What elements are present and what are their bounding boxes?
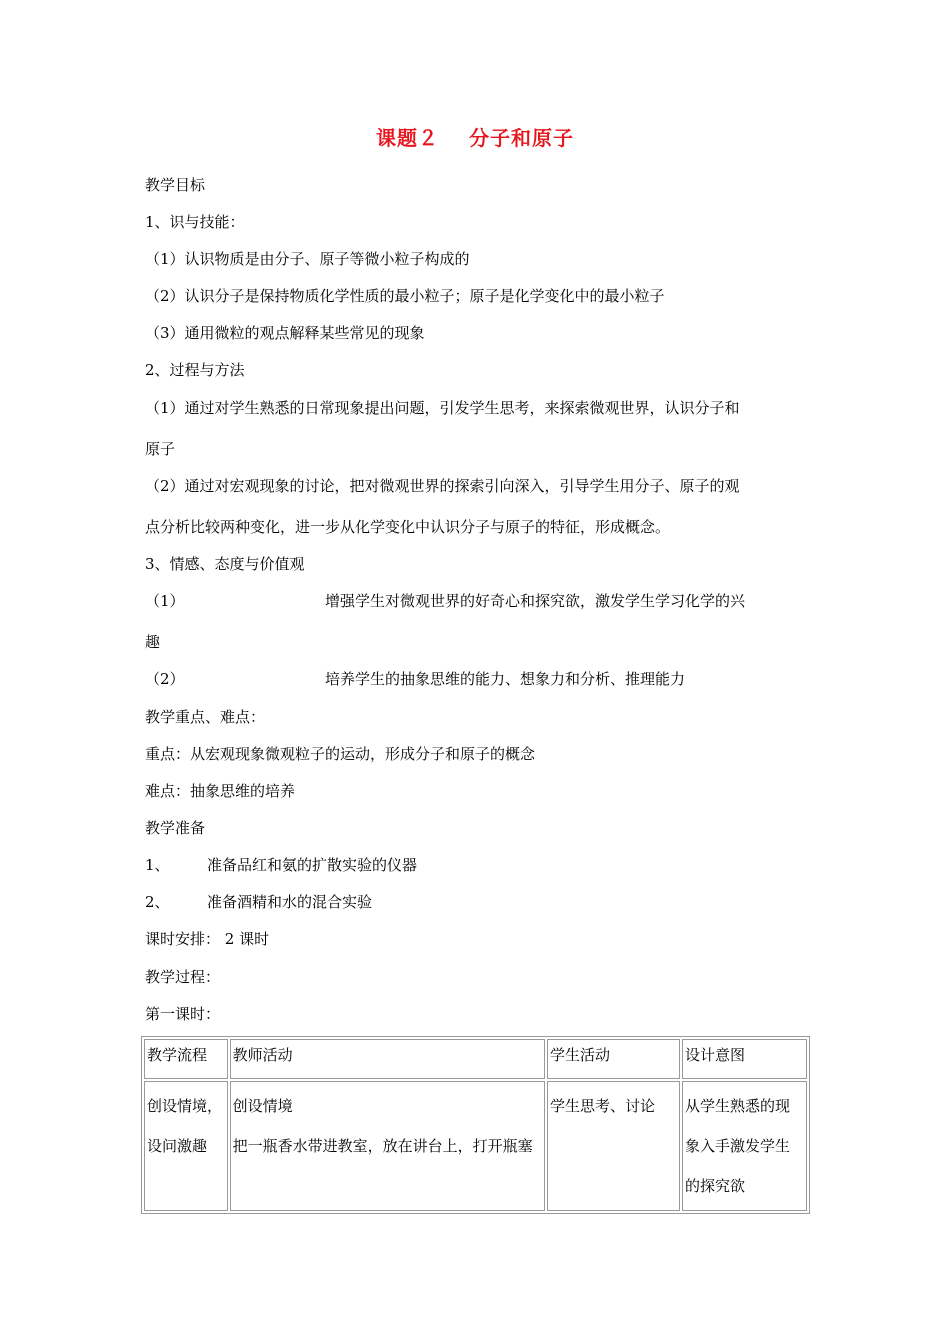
table-row — [144, 1081, 807, 1211]
goal-3-item-2-text: 培养学生的抽象思维的能力、想象力和分析、推理能力 — [325, 670, 686, 688]
goal-3-item-1-text: 增强学生对微观世界的好奇心和探究欲，激发学生学习化学的兴 — [325, 592, 746, 610]
section-preparation: 教学准备 — [145, 819, 206, 837]
goal-1-item-2: （2）认识分子是保持物质化学性质的最小粒子；原子是化学变化中的最小粒子 — [145, 287, 665, 305]
section-key-points: 教学重点、难点： — [145, 708, 266, 726]
section-teaching-goals: 教学目标 — [145, 176, 206, 194]
goal-2-item-2-line-2: 点分析比较两种变化，进一步从化学变化中认识分子与原子的特征，形成概念。 — [145, 518, 671, 536]
goal-3-item-2-number: （2） — [145, 670, 185, 688]
preparation-item-1-number: 1、 — [145, 856, 170, 874]
cell-teaching-flow: 创设情境，设问激趣 — [144, 1081, 228, 1211]
cell-design-intent: 从学生熟悉的现象入手激发学生的探究欲 — [682, 1081, 807, 1211]
preparation-item-2-text: 准备酒精和水的混合实验 — [207, 893, 373, 911]
header-teacher-activity: 教师活动 — [230, 1039, 545, 1079]
goal-3-item-1-line-1 — [145, 591, 745, 611]
goal-1-item-3: （3）通用微粒的观点解释某些常见的现象 — [145, 324, 425, 342]
goal-3-item-1-line-2: 趣 — [145, 633, 161, 651]
lesson-plan-table — [141, 1036, 810, 1214]
title-lesson-number: 课题２ — [376, 126, 439, 150]
preparation-item-2-number: 2、 — [145, 893, 170, 911]
table-header-row — [144, 1039, 807, 1079]
difficult-point: 难点：抽象思维的培养 — [145, 782, 296, 800]
header-teaching-flow: 教学流程 — [144, 1039, 228, 1079]
goal-2-item-2-line-1: （2）通过对宏观现象的讨论，把对微观世界的探索引向深入，引导学生用分子、原子的观 — [145, 477, 740, 495]
goal-3-item-1-number: （1） — [145, 592, 185, 610]
header-student-activity: 学生活动 — [547, 1039, 680, 1079]
header-design-intent: 设计意图 — [682, 1039, 807, 1079]
preparation-item-1 — [145, 855, 417, 875]
goal-1-item-1: （1）认识物质是由分子、原子等微小粒子构成的 — [145, 250, 470, 268]
preparation-item-1-text: 准备品红和氨的扩散实验的仪器 — [207, 856, 418, 874]
key-point: 重点：从宏观现象微观粒子的运动，形成分子和原子的概念 — [145, 745, 536, 763]
goal-1-heading: 1、识与技能： — [145, 213, 245, 231]
goal-2-heading: 2、过程与方法 — [145, 361, 245, 379]
first-lesson-heading: 第一课时： — [145, 1005, 221, 1023]
document-title — [0, 122, 950, 151]
goal-2-item-1-line-1: （1）通过对学生熟悉的日常现象提出问题，引发学生思考，来探索微观世界，认识分子和 — [145, 399, 740, 417]
goal-3-item-2 — [145, 669, 685, 689]
goal-3-heading: 3、情感、态度与价值观 — [145, 555, 305, 573]
teacher-activity-text: 把一瓶香水带进教室，放在讲台上，打开瓶塞 — [232, 1137, 533, 1155]
cell-student-activity: 学生思考、讨论 — [547, 1081, 680, 1211]
section-teaching-process: 教学过程： — [145, 968, 221, 986]
goal-2-item-1-line-2: 原子 — [145, 440, 176, 458]
class-hours: 课时安排： 2 课时 — [145, 930, 270, 948]
teacher-activity-title: 创设情境 — [232, 1097, 293, 1115]
cell-teacher-activity — [230, 1081, 545, 1211]
preparation-item-2 — [145, 892, 372, 912]
title-topic: 分子和原子 — [469, 126, 574, 150]
